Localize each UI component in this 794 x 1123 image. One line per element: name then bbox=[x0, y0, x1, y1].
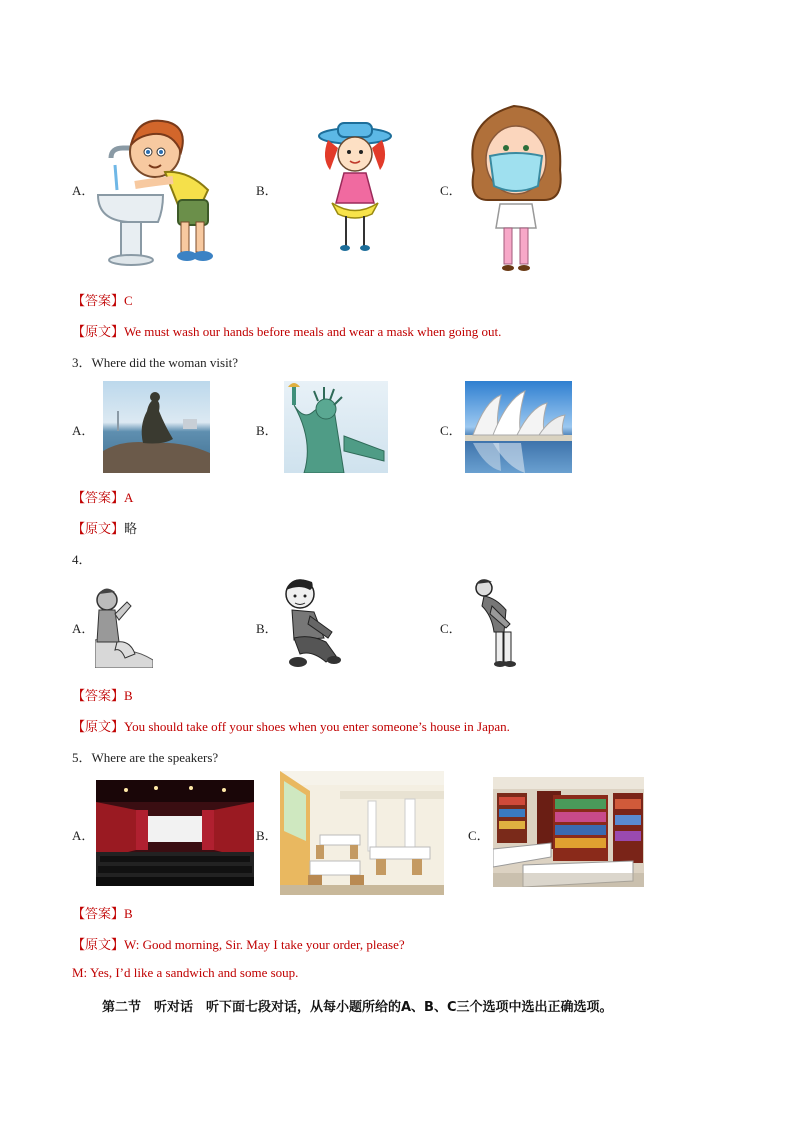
statue-of-liberty-icon bbox=[284, 381, 388, 473]
q3-option-a-image bbox=[103, 381, 210, 473]
q3-source-text: 略 bbox=[124, 521, 138, 536]
q2-option-a-label: A． bbox=[72, 183, 95, 198]
q5-option-a-label: A． bbox=[72, 828, 95, 843]
source-tag: 【原文】 bbox=[72, 937, 125, 952]
man-bowing-standing-icon bbox=[470, 576, 522, 672]
q4-option-c-label: C． bbox=[440, 621, 462, 636]
q4-option-c-image bbox=[470, 576, 522, 672]
q4-source-line bbox=[72, 716, 510, 735]
q5-option-b-image bbox=[280, 771, 444, 895]
q4-option-a-label: A． bbox=[72, 621, 95, 636]
q4-option-a-image bbox=[95, 580, 153, 668]
q3-answer-value: A bbox=[124, 490, 134, 505]
little-mermaid-statue-icon bbox=[103, 381, 210, 473]
q2-source-line bbox=[72, 321, 501, 340]
q3-option-a-label: A． bbox=[72, 423, 95, 438]
man-bowing-on-knees-icon bbox=[95, 580, 153, 668]
section-2-heading: 第二节 听对话 听下面七段对话，从每小题所给的A、B、C三个选项中选出正确选项。 bbox=[102, 1000, 613, 1015]
sydney-opera-house-icon bbox=[465, 381, 572, 473]
q2-option-a-image bbox=[93, 110, 223, 268]
q4-answer-value: B bbox=[124, 688, 133, 703]
q4-option-b-image bbox=[280, 576, 342, 672]
answer-tag: 【答案】 bbox=[72, 688, 125, 703]
boy-sitting-taking-off-shoes-icon bbox=[280, 576, 342, 672]
q2-option-b-label: B． bbox=[256, 183, 278, 198]
answer-tag: 【答案】 bbox=[72, 490, 125, 505]
answer-tag: 【答案】 bbox=[72, 293, 125, 308]
q3-option-c-label: C． bbox=[440, 423, 462, 438]
q2-option-b-image bbox=[316, 118, 394, 254]
q3-answer-line bbox=[72, 487, 133, 506]
q5-source-text-2: M: Yes, I’d like a sandwich and some soup. bbox=[72, 965, 299, 980]
source-tag: 【原文】 bbox=[72, 719, 125, 734]
restaurant-icon bbox=[280, 771, 444, 895]
q5-source-text-1: W: Good morning, Sir. May I take your order, please? bbox=[124, 937, 405, 952]
library-icon bbox=[493, 777, 644, 887]
q3-option-b-label: B． bbox=[256, 423, 278, 438]
q4-answer-line bbox=[72, 685, 133, 704]
cinema-icon bbox=[96, 780, 254, 886]
q5-option-c-label: C． bbox=[468, 828, 490, 843]
q4-source-text: You should take off your shoes when you enter someone’s house in Japan. bbox=[124, 719, 510, 734]
q2-option-c-image bbox=[464, 100, 568, 276]
q5-option-a-image bbox=[96, 780, 254, 886]
q5-answer-value: B bbox=[124, 906, 133, 921]
q4-question: 4． bbox=[72, 552, 92, 567]
source-tag: 【原文】 bbox=[72, 521, 125, 536]
q5-option-b-label: B． bbox=[256, 828, 278, 843]
q5-option-c-image bbox=[493, 777, 644, 887]
q3-option-c-image bbox=[465, 381, 572, 473]
q2-source-text: We must wash our hands before meals and wear a mask when going out. bbox=[124, 324, 502, 339]
q3-question: 3．Where did the woman visit? bbox=[72, 355, 239, 370]
source-tag: 【原文】 bbox=[72, 324, 125, 339]
boy-washing-hands-icon bbox=[93, 110, 223, 268]
girl-with-hat-icon bbox=[316, 118, 394, 254]
q5-question: 5．Where are the speakers? bbox=[72, 750, 219, 765]
q5-answer-line bbox=[72, 903, 133, 922]
answer-tag: 【答案】 bbox=[72, 906, 125, 921]
woman-with-mask-icon bbox=[464, 100, 568, 276]
q5-source-line bbox=[72, 934, 405, 953]
q2-answer-line bbox=[72, 290, 133, 309]
q2-answer-value: C bbox=[124, 293, 133, 308]
q2-option-c-label: C． bbox=[440, 183, 462, 198]
q4-option-b-label: B． bbox=[256, 621, 278, 636]
q3-source-line bbox=[72, 518, 137, 537]
q3-option-b-image bbox=[284, 381, 388, 473]
